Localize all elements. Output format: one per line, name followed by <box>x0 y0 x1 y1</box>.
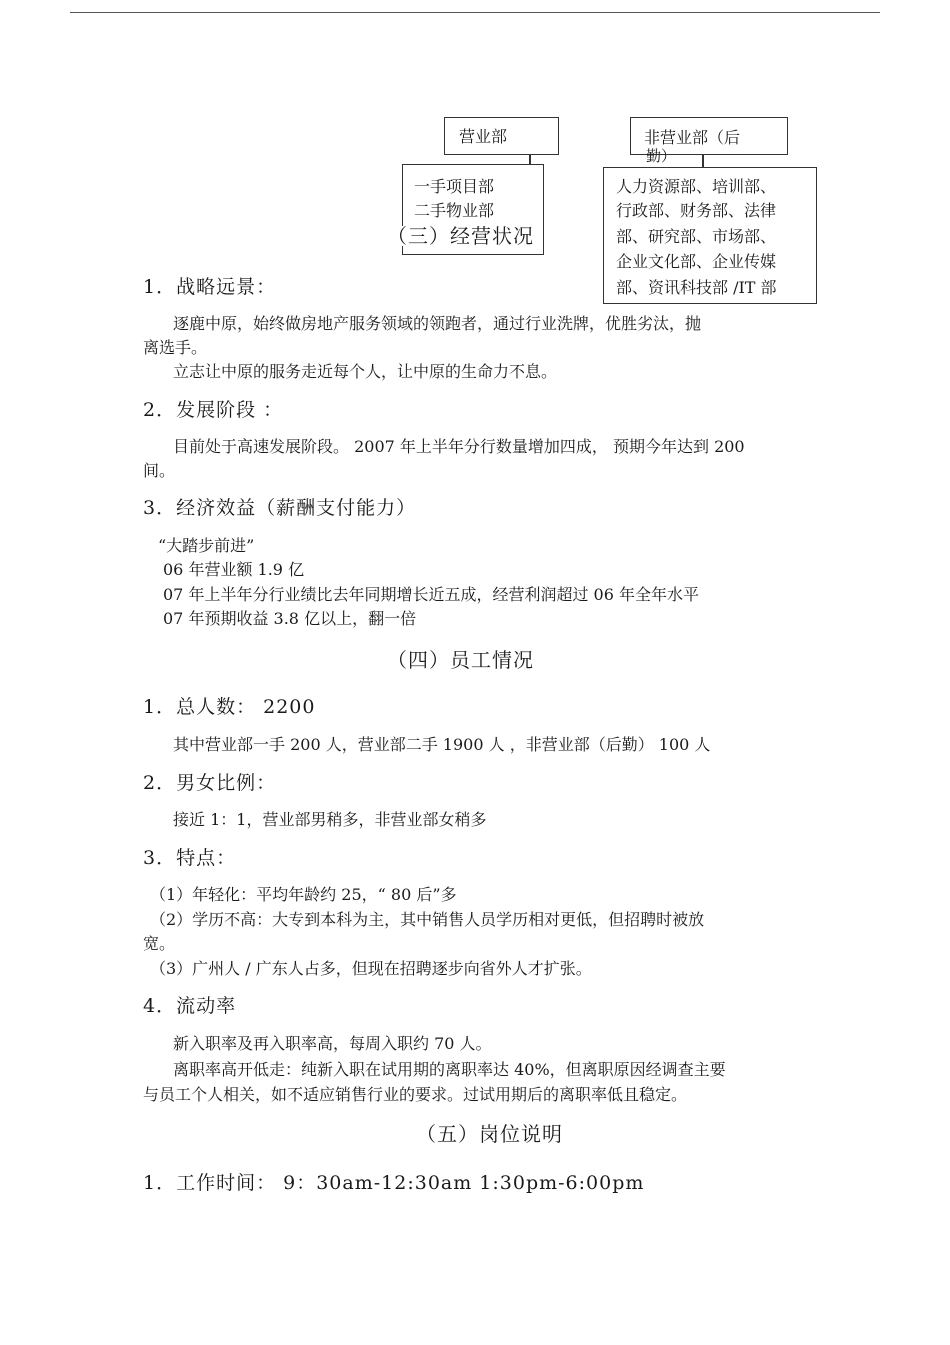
section-heading: 1．战略远景： <box>143 276 277 298</box>
paragraph-line: （3）广州人 / 广东人占多，但现在招聘逐步向省外人才扩张。 <box>150 959 592 978</box>
paragraph-line: 离职率高开低走：纯新入职在试用期的离职率达 40%，但离职原因经调查主要 <box>173 1060 726 1079</box>
org-box-sales-title: 营业部 <box>459 127 508 146</box>
paragraph-line: （2）学历不高：大专到本科为主，其中销售人员学历相对更低，但招聘时被放 <box>150 910 705 929</box>
paragraph-line: 06 年营业额 1.9 亿 <box>163 560 305 579</box>
section-title: （五）岗位说明 <box>416 1122 563 1146</box>
org-box-sales <box>444 117 559 155</box>
section-heading: 2．男女比例： <box>143 772 277 794</box>
org-nonsales-item: 行政部、财务部、法律 <box>616 201 777 220</box>
org-sales-item: 二手物业部 <box>414 201 495 220</box>
paragraph-line: （1）年轻化：平均年龄约 25，“ 80 后”多 <box>150 885 457 904</box>
org-connector-sales <box>529 155 531 164</box>
section-heading: 1．总人数： 2200 <box>143 696 316 718</box>
paragraph-line: 间。 <box>143 461 176 480</box>
paragraph-line: 目前处于高速发展阶段。 2007 年上半年分行数量增加四成， 预期今年达到 200 <box>173 437 745 456</box>
org-nonsales-item: 部、研究部、市场部、 <box>616 227 777 246</box>
org-box-nonsales-title-cont: 勤） <box>646 147 677 165</box>
section-title: （三）经营状况 <box>387 224 534 248</box>
paragraph-line: 接近 1：1，营业部男稍多，非营业部女稍多 <box>173 810 487 829</box>
section-heading: 3．经济效益（薪酬支付能力） <box>143 497 417 519</box>
paragraph-line: 立志让中原的服务走近每个人，让中原的生命力不息。 <box>173 362 558 381</box>
section-title: （四）员工情况 <box>387 648 534 672</box>
section-heading: 4．流动率 <box>143 995 237 1017</box>
paragraph-line: 与员工个人相关，如不适应销售行业的要求。过试用期后的离职率低且稳定。 <box>143 1085 688 1104</box>
org-box-nonsales-title: 非营业部（后 <box>644 128 741 147</box>
org-nonsales-item: 部、资讯科技部 /IT 部 <box>616 278 777 297</box>
org-sales-item: 一手项目部 <box>414 177 495 196</box>
paragraph-line: 逐鹿中原，始终做房地产服务领域的领跑者，通过行业洗牌，优胜劣汰，抛 <box>173 314 702 333</box>
paragraph-line: 离选手。 <box>143 338 208 357</box>
header-rule <box>70 12 880 13</box>
org-connector-nonsales <box>702 155 704 167</box>
org-nonsales-item: 企业文化部、企业传媒 <box>616 252 777 271</box>
org-nonsales-item: 人力资源部、培训部、 <box>616 177 777 196</box>
paragraph-line: 新入职率及再入职率高，每周入职约 70 人。 <box>173 1034 492 1053</box>
paragraph-line: 宽。 <box>143 934 176 953</box>
section-heading: 2．发展阶段 ： <box>143 399 284 421</box>
paragraph-line: 07 年上半年分行业绩比去年同期增长近五成，经营利润超过 06 年全年水平 <box>163 585 699 604</box>
section-heading: 1．工作时间： 9：30am-12:30am 1:30pm-6:00pm <box>143 1172 645 1194</box>
section-heading: 3．特点： <box>143 847 237 869</box>
paragraph-line: 07 年预期收益 3.8 亿以上，翻一倍 <box>163 609 417 628</box>
paragraph-line: “大踏步前进” <box>158 536 255 555</box>
paragraph-line: 其中营业部一手 200 人，营业部二手 1900 人 ，非营业部（后勤） 100 人 <box>173 735 711 754</box>
